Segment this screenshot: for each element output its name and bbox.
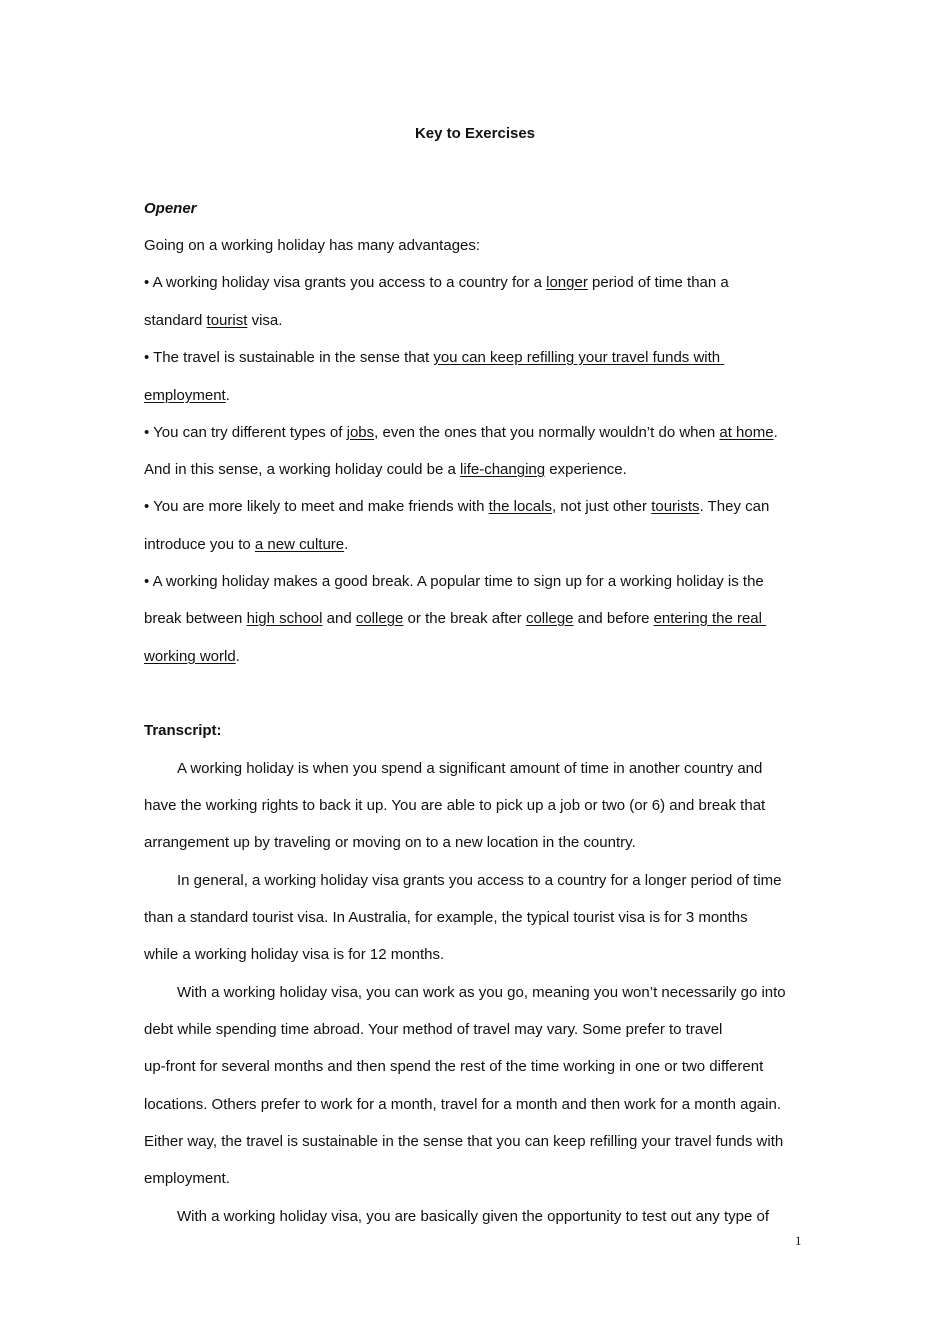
bullet-3-line-1	[144, 423, 778, 443]
opener-intro: Going on a working holiday has many advantages:	[144, 237, 481, 254]
text-span: .	[773, 424, 778, 441]
answer-blank: jobs	[346, 424, 375, 441]
text-span: And in this sense, a working holiday could be a	[144, 461, 461, 478]
bullet-4-line-2	[144, 535, 348, 555]
answer-blank-space	[720, 349, 724, 366]
transcript-line: have the working rights to back it up. You are able to pick up a job or two (or 6) and break that	[144, 797, 766, 814]
transcript-line: up-front for several months and then spend the rest of the time working in one or two different	[144, 1058, 764, 1075]
answer-blank: high school	[246, 610, 323, 627]
transcript-line: A working holiday is when you spend a significant amount of time in another country and	[177, 760, 763, 777]
text-span: introduce you to	[144, 536, 255, 553]
answer-blank: longer	[546, 274, 588, 291]
text-span: , even the ones that you normally wouldn’t do when	[374, 424, 720, 441]
text-span: and	[322, 610, 356, 627]
transcript-line: With a working holiday visa, you are basically given the opportunity to test out any type of	[177, 1208, 769, 1225]
text-span: break between	[144, 610, 247, 627]
bullet-3-line-2	[144, 460, 627, 480]
transcript-line: With a working holiday visa, you can work as you go, meaning you won’t necessarily go into	[177, 984, 786, 1001]
text-span: period of time than a	[587, 274, 729, 291]
transcript-line: In general, a working holiday visa grants you access to a country for a longer period of time	[177, 872, 782, 889]
text-span: • The travel is sustainable in the sense that	[144, 349, 434, 366]
bullet-5-line-1: • A working holiday makes a good break. A popular time to sign up for a working holiday is the	[144, 573, 764, 590]
text-span: standard	[144, 312, 207, 329]
text-span: • You are more likely to meet and make friends with	[144, 498, 489, 515]
bullet-1-line-1	[144, 273, 729, 293]
text-span: .	[344, 536, 349, 553]
answer-blank: a new culture	[254, 536, 345, 553]
answer-blank: entering the real	[653, 610, 762, 627]
answer-blank: the locals	[488, 498, 552, 515]
text-span: • A working holiday visa grants you access to a country for a	[144, 274, 547, 291]
bullet-5-line-3	[144, 647, 240, 667]
transcript-line: Either way, the travel is sustainable in the sense that you can keep refilling your travel funds with	[144, 1133, 784, 1150]
transcript-line: employment.	[144, 1170, 230, 1187]
text-span: , not just other	[551, 498, 652, 515]
answer-blank: you can keep refilling your travel funds with	[433, 349, 721, 366]
text-span: experience.	[545, 461, 627, 478]
answer-blank: employment	[144, 387, 226, 404]
transcript-line: locations. Others prefer to work for a month, travel for a month and then work for a month again.	[144, 1096, 781, 1113]
document-title: Key to Exercises	[414, 125, 536, 142]
bullet-5-line-2	[144, 609, 766, 629]
answer-blank: at home	[719, 424, 774, 441]
answer-blank: working world	[144, 648, 236, 665]
transcript-heading: Transcript:	[144, 722, 222, 739]
text-span: . They can	[699, 498, 770, 515]
page-number: 1	[795, 1233, 802, 1248]
text-span: and before	[573, 610, 654, 627]
answer-blank: college	[525, 610, 574, 627]
bullet-2-line-1	[144, 348, 724, 368]
text-span: • You can try different types of	[144, 424, 347, 441]
bullet-2-line-2	[144, 386, 230, 406]
text-span: .	[235, 648, 240, 665]
answer-blank: college	[355, 610, 404, 627]
answer-blank-space	[762, 610, 766, 627]
text-span: visa.	[247, 312, 283, 329]
transcript-line: while a working holiday visa is for 12 months.	[144, 946, 445, 963]
opener-heading: Opener	[144, 200, 197, 217]
answer-blank: life-changing	[460, 461, 546, 478]
transcript-line: than a standard tourist visa. In Australia, for example, the typical tourist visa is for 3 months	[144, 909, 748, 926]
answer-blank: tourists	[651, 498, 700, 515]
transcript-line: arrangement up by traveling or moving on to a new location in the country.	[144, 834, 636, 851]
bullet-4-line-1	[144, 497, 769, 517]
text-span: .	[225, 387, 230, 404]
bullet-1-line-2	[144, 311, 282, 331]
text-span: or the break after	[403, 610, 526, 627]
transcript-line: debt while spending time abroad. Your method of travel may vary. Some prefer to travel	[144, 1021, 723, 1038]
answer-blank: tourist	[206, 312, 248, 329]
